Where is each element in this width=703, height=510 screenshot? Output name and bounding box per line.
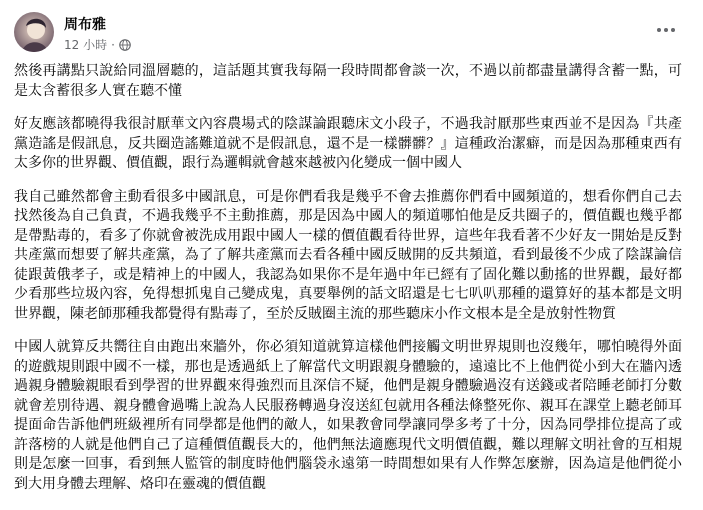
separator-dot: · <box>111 37 115 52</box>
avatar-photo-icon <box>14 12 54 52</box>
post-content <box>14 62 682 508</box>
post-header <box>14 12 684 56</box>
post-paragraph: 然後再講點只說給同溫層聽的，這話題其實我每隔一段時間都會談一次，不過以前都盡量講得含蓄一點，可是太含蓄很多人實在聽不懂 <box>14 63 682 99</box>
more-options-icon[interactable] <box>648 12 684 48</box>
post-paragraph: 我自己雖然都會主動看很多中國訊息，可是你們看我是幾乎不會去推薦你們看中國頻道的，想看你們自己去找然後為自己負責，不過我幾乎不主動推薦，那是因為中國人的頻道哪怕他是反共圈子的，價值觀也幾乎都是帶點毒的，看多了你就會被洗成用跟中國人一樣的價值觀看待世界，這些年我看著不少好友一開始是反對共產黨而想要了解共產黨，為了了解共產黨而去看各種中國反賊開的反共頻道，看到最後不少成了陰謀論信徒跟黃俄孝子，或是精神上的中國人，我認為如果你不是年過中年已經有了固化難以動搖的世界觀，最好都少看那些垃圾內容，免得想抓鬼自己變成鬼，真要舉例的話文昭還是七七叭叭那種的還算好的基本都是文明世界觀，陳老師那種我都覺得有點毒了，至於反賊圈主流的那些聽床小作文根本是全是放射性物質 <box>14 188 682 322</box>
post-paragraph: 中國人就算反共嚮往自由跑出來牆外，你必須知道就算這樣他們接觸文明世界規則也沒幾年，哪怕曉得外面的遊戲規則跟中國不一樣，那也是透過紙上了解當代文明跟親身體驗的，遠遠比不上他們從小到大在牆內透過親身體驗親眼看到學習的世界觀來得強烈而且深信不疑，他們是親身體驗過沒有送錢或者陪睡老師打分數就會差別待遇、親身體會過嘴上說為人民服務轉過身沒送紅包就用各種法條整死你、親耳在課堂上聽老師耳提面命告訴他們班級裡所有同學都是他們的敵人，如果教會同學讓同學多考了十分，因為同學排位提高了或許落榜的人就是他們自己了這種價值觀長大的，他們無法適應現代文明價值觀，難以理解文明社會的互相規則是怎麼一回事，看到無人監管的制度時他們腦袋永遠第一時間想如果有人作弊怎麼辦，因為這是他們從小到大用身體去理解、烙印在靈魂的價值觀 <box>14 339 682 492</box>
post-paragraph: 好友應該都曉得我很討厭華文內容農場式的陰謀論跟聽床文小段子，不過我討厭那些東西並不是因為『共產黨造謠是假訊息，反共圈造謠難道就不是假訊息，還不是一樣髒髒？』這種政治潔癖，而是因為那種東西有太多你的世界觀、價值觀，跟行為邏輯就會越來越被內化變成一個中國人 <box>14 116 682 171</box>
post-meta <box>64 36 131 53</box>
author-name[interactable]: 周布雅 <box>64 17 106 33</box>
post-time[interactable]: 12 小時 <box>64 38 108 52</box>
globe-icon[interactable] <box>119 39 131 51</box>
avatar[interactable] <box>14 12 54 52</box>
